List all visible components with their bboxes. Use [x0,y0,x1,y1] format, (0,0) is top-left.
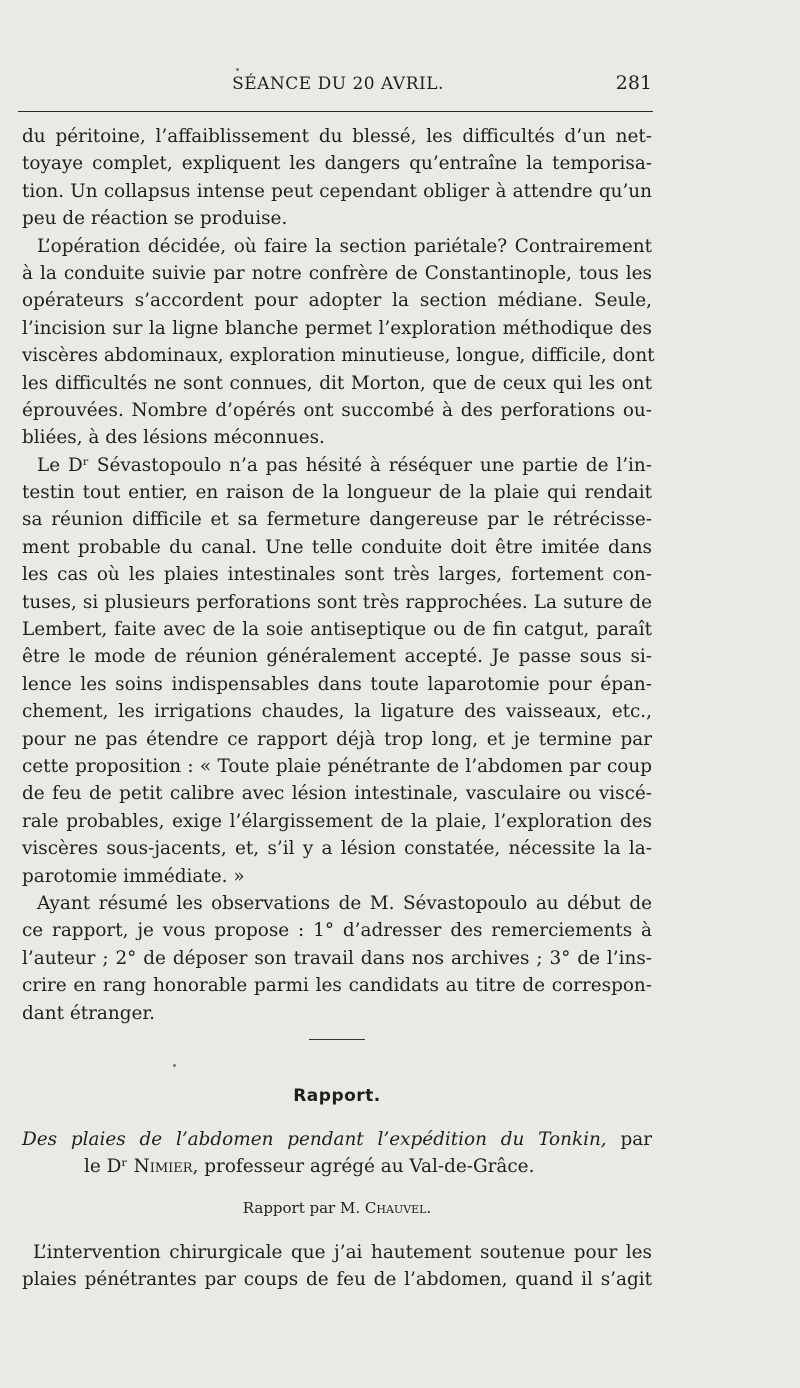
text-line: viscères abdominaux, exploration minutieuse, longue, difficile, dont [22,345,655,367]
subject-by: par [620,1128,652,1150]
text-line: dant étranger. [22,1002,155,1024]
text-line: du péritoine, l’affaiblissement du blessé, les difficultés d’un net- [22,126,652,147]
text-line: L’intervention chirurgicale que j’ai hautement soutenue pour les [33,1241,652,1263]
text-line: peu de réaction se produise. [22,208,288,230]
text-line: crire en rang honorable parmi les candidats au titre de correspon- [22,975,652,997]
paragraph [22,233,655,452]
text-line: à la conduite suivie par notre confrère de Constantinople, tous les [22,262,652,284]
text-line: viscères sous-jacents, et, s’il y a lésion constatée, nécessite la la- [22,838,652,860]
rapporteur-prefix: Rapport par M. [242,1198,361,1217]
text-line: les cas où les plaies intestinales sont très larges, fortement con- [22,564,652,586]
text-line: tuses, si plusieurs perforations sont très rapprochées. La suture de [22,591,652,613]
rapporteur-name: Chauvel. [364,1198,432,1217]
text-line: l’incision sur la ligne blanche permet l’exploration méthodique des [22,317,652,339]
subject-title: Des plaies de l’abdomen pendant l’expédition du Tonkin, [22,1128,607,1150]
subject-prefix: le Dʳ [84,1156,128,1178]
text-line: sa réunion difficile et sa fermeture dangereuse par le rétrécisse- [22,509,652,531]
text-line: tion. Un collapsus intense peut cependant obliger à attendre qu’un [22,180,652,202]
text-line: toyaye complet, expliquent les dangers qu’entraîne la temporisa- [22,153,652,175]
running-title: SÉANCE DU 20 AVRIL. [232,74,444,94]
subject-line-1 [22,1126,652,1153]
paragraph [22,452,652,890]
report-subject [22,1126,652,1181]
text-line: de feu de petit calibre avec lésion intestinale, vasculaire ou viscé- [22,783,652,805]
text-line: être le mode de réunion généralement accepté. Je passe sous si- [22,646,652,668]
separator-rule [309,1039,365,1040]
text-line: opérateurs s’accordent pour adopter la section médiane. Seule, [22,290,652,312]
text-line: parotomie immédiate. » [22,865,245,887]
body-paragraphs [22,123,655,1027]
text-line: testin tout entier, en raison de la longueur de la plaie qui rendait [22,482,652,504]
paragraph [22,123,652,233]
text-line: lence les soins indispensables dans toute laparotomie pour épan- [22,673,652,695]
text-line: Ayant résumé les observations de M. Sévastopoulo au début de [37,892,652,914]
text-line: rale probables, exige l’élargissement de la plaie, l’exploration des [22,810,652,832]
subject-line-2 [22,1153,652,1180]
running-header [24,74,652,102]
text-line: les difficultés ne sont connues, dit Morton, que de ceux qui les ont [22,372,652,394]
page-number: 281 [615,72,652,94]
paragraph [22,890,652,1027]
text-line: plaies pénétrantes par coups de feu de l’abdomen, quand il s’agit [22,1269,652,1291]
subject-author: Nimier, [133,1156,199,1178]
print-speck [173,1064,176,1067]
page-body [22,123,655,1293]
text-line: cette proposition : « Toute plaie pénétrante de l’abdomen par coup [22,755,652,777]
text-line: ce rapport, je vous propose : 1° d’adresser des remerciements à [22,920,652,942]
text-line: pour ne pas étendre ce rapport déjà trop long, et je termine par [22,728,652,750]
text-line: Lembert, faite avec de la soie antiseptique ou de fin catgut, paraît [22,619,652,641]
text-line: ment probable du canal. Une telle conduite doit être imitée dans [22,536,652,558]
subject-affiliation: professeur agrégé au Val-de-Grâce. [204,1156,535,1178]
text-line: éprouvées. Nombre d’opérés ont succombé à des perforations ou- [22,399,652,421]
text-line: L’opération décidée, où faire la section pariétale? Contrairement [37,235,652,257]
text-line: bliées, à des lésions méconnues. [22,427,325,449]
closing-paragraph [22,1239,652,1294]
text-line: l’auteur ; 2° de déposer son travail dans nos archives ; 3° de l’ins- [22,947,652,969]
rapporteur-line [22,1197,652,1219]
print-speck [236,68,239,71]
section-title: Rapport. [293,1085,381,1106]
header-rule [18,111,653,112]
text-line: chement, les irrigations chaudes, la ligature des vaisseaux, etc., [22,701,652,723]
text-line: Le Dʳ Sévastopoulo n’a pas hésité à réséquer une partie de l’in- [37,454,652,476]
